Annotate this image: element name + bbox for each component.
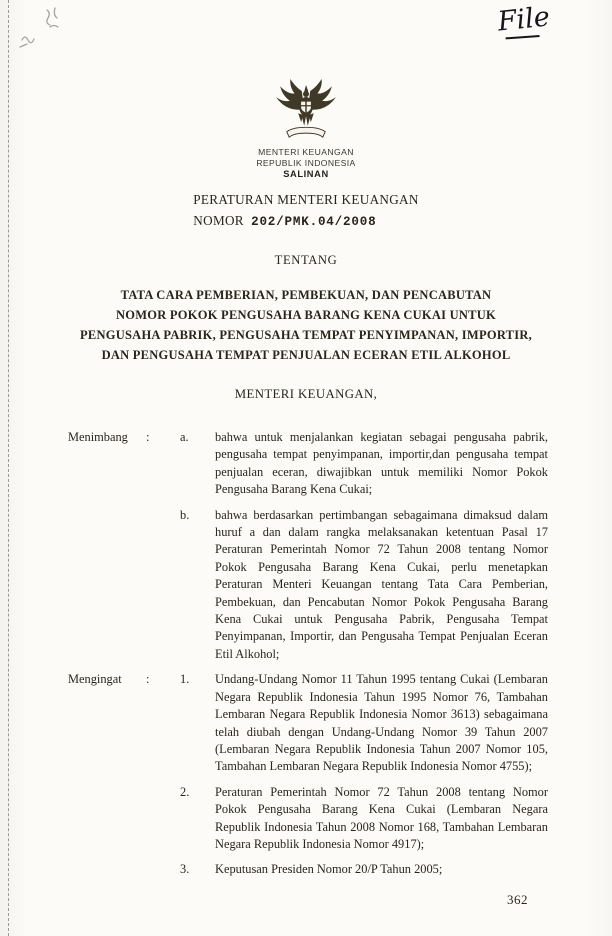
item-text: Keputusan Presiden Nomor 20/P Tahun 2005; [215,862,443,877]
item-marker: a. [180,430,189,444]
regulation-title-block [193,192,418,229]
copy-label: SALINAN [283,169,329,179]
item-text: Undang-Undang Nomor 11 Tahun 1995 tentang Cukai (Lembaran Negara Republik Indonesia Tahun 1995 Nomor 76, Tambahan Lembaran Negara Republik Indonesia Nomor 3613) sebagaimana telah diubah dengan Undang-Undang Nomor 39 Tahun 2007 (Lembaran Negara Republik Indonesia Tahun 2007 Nomor 105, Tambahan Lembaran Negara Republik Indonesia Nomor 4755); [215,672,548,774]
considerations-colon: : [146,430,150,444]
item-text: Peraturan Pemerintah Nomor 72 Tahun 2008 tentang Nomor Pokok Pengusaha Barang Kena Cukai (Lembaran Negara Republik Indonesia Tahun 2008 Nomor 168, Tambahan Lembaran Negara Republik Indonesia Nomor 4917); [215,784,548,851]
issuer-line: MENTERI KEUANGAN, [234,387,378,401]
item-text: bahwa untuk menjalankan kegiatan sebagai pengusaha pabrik, pengusaha tempat penyimpanan, importir,dan pengusaha tempat penjualan eceran, diwajibkan untuk memiliki Nomor Pokok Pengusaha Barang Kena Cukai; [215,430,548,497]
item-marker: 2. [180,784,190,799]
ministry-country: REPUBLIK INDONESIA [256,157,356,168]
regulation-number-value: 202/PMK.04/2008 [251,215,377,229]
regulation-number-line [193,213,418,229]
subject-line: TATA CARA PEMBERIAN, PEMBEKUAN, DAN PENCABUTAN [120,288,492,302]
item-marker: 1. [180,672,190,687]
subject-line: NOMOR POKOK PENGUSAHA BARANG KENA CUKAI UNTUK [115,308,497,322]
subject-line: DAN PENGUSAHA TEMPAT PENJUALAN ECERAN ETIL ALKOHOL [101,348,511,362]
handwritten-file-note [496,3,551,40]
page-number: 362 [507,892,528,907]
legal-basis-item [180,671,548,775]
garuda-emblem-icon [270,76,342,142]
file-note-text: File [496,1,552,38]
considerations-section [68,429,548,663]
legal-basis-colon: : [146,672,150,687]
consideration-item [180,429,548,499]
subject-line: PENGUSAHA PABRIK, PENGUSAHA TEMPAT PENYIMPANAN, IMPORTIR, [79,328,533,342]
legal-basis-item [180,861,548,878]
consideration-item [180,507,548,664]
regulation-number-label: NOMOR [193,213,244,228]
considerations-items [180,429,548,663]
legal-basis-item [180,784,548,854]
legal-basis-items [180,671,548,878]
legal-basis-section [68,671,548,878]
considerations-label: Menimbang [68,430,128,444]
item-marker: b. [180,507,190,522]
about-label: TENTANG [274,253,338,267]
regulation-subject [0,285,612,365]
binding-dashed-line [8,0,9,936]
legal-basis-label: Mengingat [68,672,122,687]
item-text: bahwa berdasarkan pertimbangan sebagaimana dimaksud dalam huruf a dan dalam rangka melaksanakan ketentuan Pasal 17 Peraturan Pemerintah Nomor 72 Tahun 2008 tentang Nomor Pokok Pengusaha Barang Kena Cukai, perlu menetapkan Peraturan Menteri Keuangan tentang Tata Cara Pemberian, Pembekuan, dan Pencabutan Nomor Pokok Pengusaha Barang Kena Cukai untuk Pengusaha Pabrik, Pengusaha Tempat Penyimpanan, Importir, dan Pengusaha Tempat Penjualan Eceran Etil Alkohol; [215,507,548,661]
item-marker: 3. [180,862,190,877]
stamp-mark [14,4,70,54]
regulation-title: PERATURAN MENTERI KEUANGAN [193,192,419,207]
ministry-name: MENTERI KEUANGAN [258,147,354,157]
